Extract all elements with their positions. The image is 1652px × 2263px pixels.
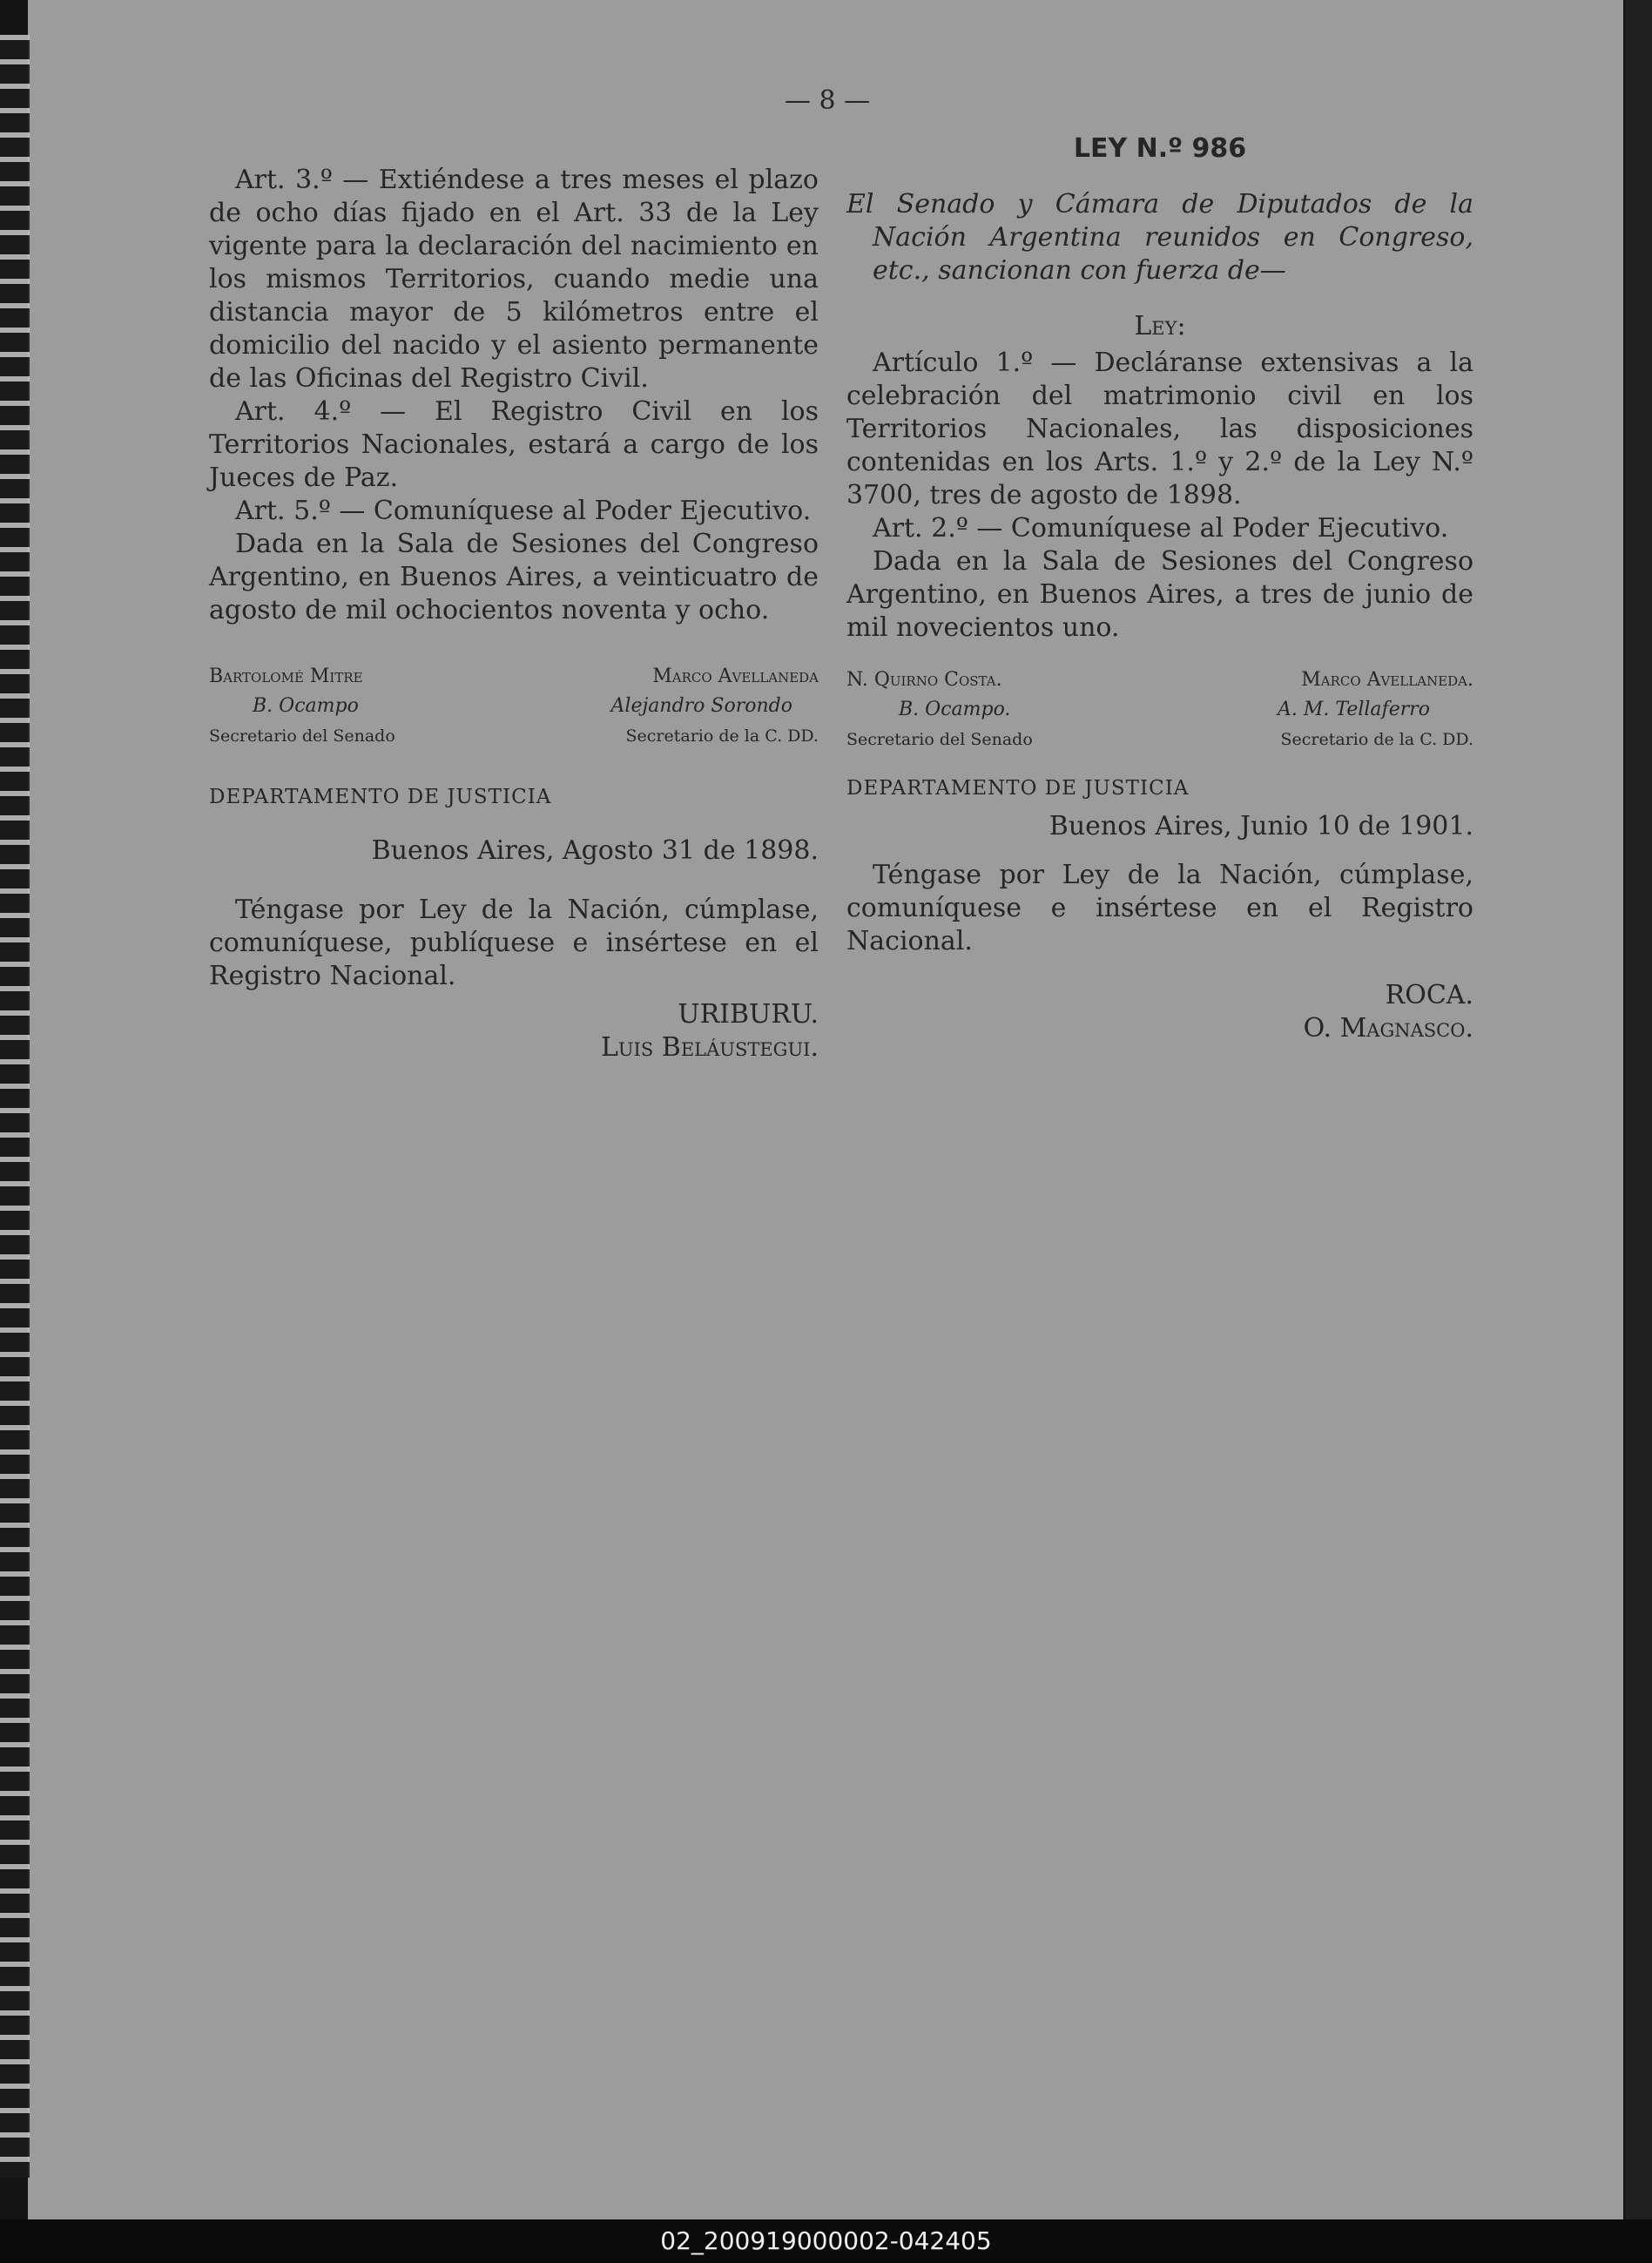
law-preamble: El Senado y Cámara de Diputados de la Nación Argentina reunidos en Congreso, etc., sancionan con fuerza de— (846, 189, 1473, 286)
scan-identifier-bar: 02_200919000002-042405 (0, 2219, 1652, 2263)
chamber-secretary-role: Secretario de la C. DD. (1280, 730, 1473, 749)
page-number: — 8 — (784, 85, 871, 116)
enactment-clause: Dada en la Sala de Sesiones del Congreso Argentino, en Buenos Aires, a veinticuatro de agosto de mil ochocientos noventa y ocho. (209, 529, 819, 625)
spiral-binding (0, 35, 30, 2178)
article-3: Art. 3.º — Extiéndese a tres meses el plazo de ocho días fijado en el Art. 33 de la Ley vigente para la declaración del nacimiento en los mismos Territorios, cuando medie una distancia mayor de 5 kilómetros entre el domicilio del nacido y el asiento permanente de las Oficinas del Registro Civil. (209, 165, 819, 394)
article-5: Art. 5.º — Comuníquese al Poder Ejecutivo. (235, 496, 812, 526)
president-signature: ROCA. (1385, 980, 1473, 1010)
article-4: Art. 4.º — El Registro Civil en los Territorios Nacionales, estará a cargo de los Jueces de Paz. (209, 396, 819, 493)
minister-signature: Luis Beláustegui. (600, 1032, 819, 1063)
ley-heading: Ley: (1134, 311, 1186, 341)
department-heading: DEPARTAMENTO DE JUSTICIA (209, 786, 552, 808)
page-edge-shadow (1625, 0, 1652, 2219)
chamber-president: Marco Avellaneda (652, 665, 819, 687)
promulgation-date: Buenos Aires, Agosto 31 de 1898. (371, 835, 819, 866)
enactment-clause: Dada en la Sala de Sesiones del Congreso Argentino, en Buenos Aires, a tres de junio de mil novecientos uno. (846, 546, 1473, 643)
right-column (846, 132, 1473, 1045)
chamber-secretary: Alejandro Sorondo (610, 695, 792, 717)
senate-secretary-role: Secretario del Senado (846, 730, 1033, 749)
article-1: Artículo 1.º — Decláranse extensivas a la celebración del matrimonio civil en los Territorios Nacionales, las disposiciones contenidas en los Arts. 1.º y 2.º de la Ley N.º 3700, tres de agosto de 1898. (846, 348, 1473, 510)
senate-president: N. Quirno Costa. (846, 669, 1002, 691)
minister-signature: O. Magnasco. (1303, 1013, 1473, 1044)
article-2: Art. 2.º — Comuníquese al Poder Ejecutivo. (873, 513, 1449, 544)
law-title: LEY N.º 986 (1073, 133, 1247, 164)
promulgation-decree: Téngase por Ley de la Nación, cúmplase, comuníquese e insértese en el Registro Nacional. (846, 860, 1473, 956)
promulgation-decree: Téngase por Ley de la Nación, cúmplase, comuníquese, publíquese e insértese en el Registro Nacional. (209, 895, 819, 991)
senate-secretary-role: Secretario del Senado (209, 726, 395, 746)
congress-signatures (209, 662, 819, 751)
senate-secretary: B. Ocampo (253, 695, 359, 717)
senate-secretary: B. Ocampo. (899, 699, 1011, 720)
president-signature: URIBURU. (678, 999, 819, 1030)
left-column (209, 164, 819, 1064)
department-heading: DEPARTAMENTO DE JUSTICIA (846, 777, 1190, 800)
congress-signatures (846, 665, 1473, 754)
senate-president: Bartolomé Mitre (209, 665, 363, 687)
chamber-secretary: A. M. Tellaferro (1277, 699, 1430, 720)
chamber-president: Marco Avellaneda. (1301, 669, 1473, 691)
chamber-secretary-role: Secretario de la C. DD. (625, 726, 819, 746)
promulgation-date: Buenos Aires, Junio 10 de 1901. (1049, 811, 1473, 841)
